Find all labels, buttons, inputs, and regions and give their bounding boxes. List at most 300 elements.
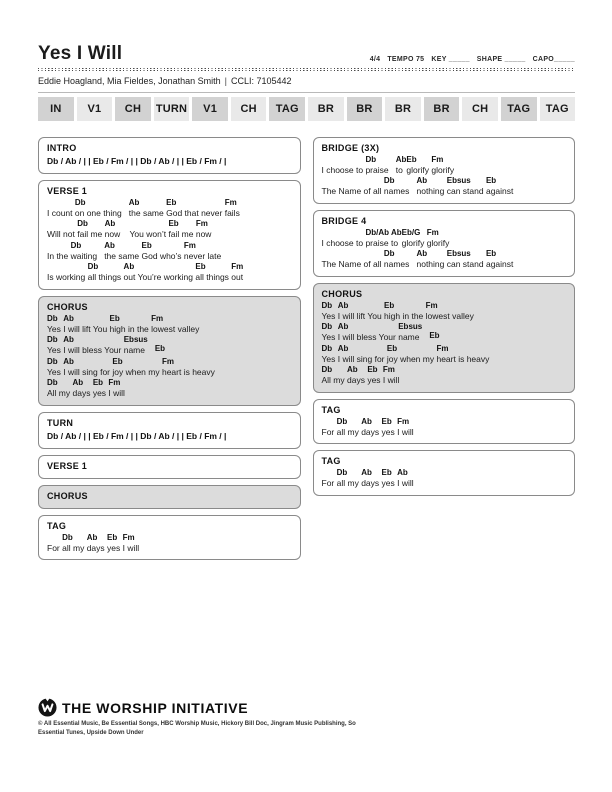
chord-progression: Db / Ab / | | Eb / Fm / | | Db / Ab / | | Eb / Fm / | [47, 430, 227, 441]
lyric-text: praise [365, 237, 391, 248]
lyric-text: to [395, 164, 406, 175]
chord-lyric-segment [384, 177, 417, 196]
chord-symbol: Fm [425, 300, 438, 310]
chord-symbol: Fm [224, 197, 237, 207]
chord-lyric-segment [486, 250, 513, 269]
lyric-text: days [347, 375, 368, 386]
chord-symbol: Ab [361, 416, 372, 426]
chord-lyric-segment [383, 366, 400, 385]
brand-row [38, 698, 575, 717]
chord-lyric-segment [47, 336, 63, 355]
copyright-text: © All Essential Music, Be Essential Songs, HBC Worship Music, Hickory Bill Doc, Jingram Music Publishing, So Essential Tunes, Upside Down Under [38, 721, 356, 736]
chord-lyric-segment [62, 534, 87, 553]
chord-symbol: Eb [168, 219, 179, 229]
nav-item-br-7[interactable]: BR [308, 97, 344, 121]
lyric-text: heart is heavy [436, 353, 490, 364]
chord-lyric-segment [47, 199, 75, 218]
shape-blank: SHAPE _____ [476, 55, 526, 63]
chord-symbol: Db [47, 313, 58, 323]
nav-item-tag-6[interactable]: TAG [269, 97, 305, 121]
chord-symbol: Ebsus [398, 322, 423, 332]
chord-symbol: Eb [141, 240, 152, 250]
chord-lyric-segment [162, 358, 215, 377]
chord-lyric-segment [63, 358, 112, 377]
chord-lyric-segment [107, 534, 123, 553]
lyric-text: days [72, 388, 93, 399]
lyric-text: The Name of all [321, 186, 384, 197]
chord-symbol: Eb [381, 416, 392, 426]
lyric-text: glorify [426, 237, 450, 248]
lyric-text: Yes [47, 323, 64, 334]
chord-lyric-segment [93, 379, 109, 398]
chord-lyric-segment [426, 302, 474, 321]
lyric-text: the same [104, 250, 142, 261]
chord-symbol: Eb [92, 378, 104, 388]
section-header: TURN [47, 417, 74, 428]
chord-lyric-segment [47, 534, 62, 553]
section-verse-1 [38, 455, 301, 479]
chord-symbol: Db [383, 176, 395, 186]
lyric-text: all my [336, 478, 362, 489]
chord-lyric-segment [337, 469, 362, 488]
author-ccli-divider: | [224, 75, 227, 86]
lyric-text: The Name of all [321, 259, 384, 270]
lyric-text: joy when my [386, 353, 437, 364]
lyric-text: All my [321, 375, 347, 386]
chord-lyric-segment [382, 469, 398, 488]
chord-symbol: Eb [485, 176, 497, 186]
chord-lyric-segment [361, 469, 381, 488]
lyric-line [47, 379, 292, 398]
chord-lyric-segment [365, 156, 395, 175]
nav-item-v1-1[interactable]: V1 [77, 97, 113, 121]
lyric-text: I will sing for [337, 353, 387, 364]
chord-symbol: Db [321, 365, 333, 375]
chord-symbol: Ab [337, 322, 349, 332]
chord-symbol: Ab [337, 300, 349, 310]
chord-symbol: Ab [397, 468, 408, 478]
chord-symbol: Db [321, 343, 333, 353]
chord-symbol: Ab [395, 154, 407, 164]
title-row [38, 44, 575, 64]
lyric-line [47, 315, 292, 334]
chord-lyric-segment [108, 379, 125, 398]
section-tag [313, 399, 576, 445]
lyric-text: Yes [47, 366, 64, 377]
chord-lyric-segment [88, 263, 124, 282]
lyric-text: never late [183, 250, 222, 261]
chord-lyric-segment [322, 156, 366, 175]
lyric-text: I choose to [321, 164, 366, 175]
chord-lyric-segment [47, 220, 77, 239]
nav-item-ch-2[interactable]: CH [115, 97, 151, 121]
lyric-text: all my [336, 426, 362, 437]
chord-lyric-segment [486, 177, 513, 196]
section-chorus [313, 283, 576, 393]
chord-symbol: Fm [436, 343, 449, 353]
lyric-text: nothing [416, 259, 447, 270]
chord-lyric-segment [155, 345, 165, 355]
lyric-text: days [86, 542, 108, 553]
author-row [38, 71, 575, 92]
section-header: TAG [321, 404, 341, 415]
nav-item-v1-4[interactable]: V1 [192, 97, 228, 121]
lyric-line [322, 156, 567, 175]
chord-lyric-segment [75, 199, 129, 218]
chord-lyric-segment [391, 229, 402, 248]
chord-lyric-segment [416, 177, 446, 196]
chord-symbol: Db [336, 468, 348, 478]
chord-symbol: Db [74, 197, 86, 207]
lyric-line [47, 358, 292, 377]
lyric-text: I will bless Your [63, 345, 124, 356]
chord-lyric-segment [322, 250, 384, 269]
chord-symbol: Eb [485, 249, 497, 259]
chord-symbol: Ab [104, 240, 115, 250]
chord-lyric-segment [337, 418, 362, 437]
lyric-text: yes [92, 388, 109, 399]
chord-lyric-segment [322, 366, 348, 385]
section-header: TAG [321, 456, 341, 467]
chord-symbol: Eb [406, 154, 417, 164]
chord-symbol: Db [321, 300, 333, 310]
chord-lyric-segment [77, 220, 104, 239]
chord-lyric-segment [166, 199, 225, 218]
lyric-text: For [47, 542, 63, 553]
lyric-line [47, 199, 292, 218]
lyric-text: praise [365, 164, 396, 175]
lyric-text: to [390, 237, 401, 248]
lyric-text: all things [87, 272, 124, 283]
lyric-text: can stand [446, 259, 486, 270]
section-bridge-3x [313, 137, 576, 204]
lyric-text: I will lift You [63, 323, 110, 334]
header-rule [38, 92, 575, 93]
lyric-text: fail me [77, 229, 105, 240]
chord-symbol: Db [365, 154, 377, 164]
section-intro [38, 137, 301, 174]
chord-lyric-segment [195, 263, 231, 282]
chord-symbol: Eb [154, 343, 166, 353]
chord-lyric-segment [47, 379, 73, 398]
chord-symbol: Ab [347, 365, 358, 375]
lyric-line [47, 242, 292, 261]
lyric-line [322, 418, 567, 437]
lyric-text: the same [128, 207, 167, 218]
chord-lyric-segment [397, 418, 414, 437]
worship-initiative-crown-icon [38, 698, 57, 717]
lyric-text: lowest valley [151, 323, 200, 334]
chord-lyric-segment [322, 302, 338, 321]
section-turn [38, 412, 301, 449]
lyric-text: nothing [416, 186, 447, 197]
chord-symbol: Fm [195, 219, 208, 229]
chord-symbol: Eb [109, 313, 120, 323]
lyric-text: I will lift You [337, 310, 385, 321]
chord-lyric-segment [231, 263, 243, 282]
chord-symbol: Db [383, 249, 395, 259]
time-signature: 4/4 [369, 55, 381, 63]
lyric-line [47, 263, 292, 282]
lyric-text: high in the [109, 323, 152, 334]
chord-symbol: Fm [151, 313, 164, 323]
key-blank: KEY _____ [431, 55, 470, 63]
chord-symbol: Ab [337, 343, 349, 353]
chord-lyric-segment [63, 315, 109, 334]
chord-lyric-segment [397, 469, 414, 488]
lyric-text: joy when my [112, 366, 162, 377]
chord-symbol: Fm [161, 356, 174, 366]
lyric-text: fail me [168, 229, 196, 240]
chord-lyric-segment [361, 418, 381, 437]
chord-lyric-segment [124, 336, 148, 355]
chord-lyric-segment [384, 302, 426, 321]
lyric-text: Yes [321, 310, 338, 321]
lyric-line [47, 534, 292, 553]
chord-lyric-segment [63, 336, 123, 355]
section-header: VERSE 1 [47, 185, 88, 196]
chord-lyric-segment [47, 263, 88, 282]
chord-lyric-segment [168, 220, 195, 239]
chord-symbol: Eb [107, 532, 118, 542]
section-verse-1 [38, 180, 301, 290]
lyric-text: For [321, 478, 337, 489]
chord-symbol: Db [47, 356, 58, 366]
chord-symbol: Db [47, 335, 58, 345]
chord-lyric-segment [87, 534, 107, 553]
lyric-text [422, 333, 429, 342]
chord-symbol: Ebsus [123, 335, 148, 345]
lyric-text: God that never [166, 207, 225, 218]
chord-lyric-segment [447, 177, 486, 196]
chord-lyric-segment [338, 302, 384, 321]
chord-symbol: Fm [122, 532, 135, 542]
chord-symbol: Fm [397, 416, 410, 426]
chord-symbol: Fm [231, 262, 244, 272]
lyric-text: Will not [47, 229, 78, 240]
chart-columns [38, 137, 575, 567]
nav-item-tag-12[interactable]: TAG [501, 97, 537, 121]
lyric-line [322, 345, 567, 364]
chord-symbol: Ab [416, 249, 428, 259]
chord-lyric-segment [322, 229, 366, 248]
footer [38, 698, 575, 738]
chord-lyric-segment [322, 323, 338, 342]
right-column [313, 137, 576, 502]
chord-lyric-segment [365, 229, 391, 248]
chord-lyric-segment [123, 534, 140, 553]
chord-symbol: Eb [112, 356, 123, 366]
chord-symbol: Eb [166, 197, 177, 207]
chord-lyric-segment [322, 177, 384, 196]
chord-symbol: Eb [367, 365, 378, 375]
chord-symbol: Ebsus [446, 176, 471, 186]
song-meta [370, 56, 575, 64]
section-header: CHORUS [321, 288, 363, 299]
page-content [38, 44, 575, 566]
section-header: TAG [47, 520, 67, 531]
chord-lyric-segment [73, 379, 93, 398]
lyric-text: I will [108, 388, 125, 399]
chord-symbol: Db [336, 416, 348, 426]
chord-lyric-segment [129, 199, 166, 218]
section-tag [38, 515, 301, 561]
lyric-text: yes [107, 542, 123, 553]
chord-symbol: Fm [108, 378, 121, 388]
chord-symbol: Ab [63, 313, 74, 323]
lyric-text: fails [224, 207, 240, 218]
chord-lyric-segment [398, 323, 422, 342]
chord-symbol: Db [47, 378, 58, 388]
lyric-text: lowest valley [425, 310, 474, 321]
lyric-text: I will [122, 542, 140, 553]
lyric-text: I will bless Your [337, 332, 399, 343]
chord-symbol: Ab [104, 219, 116, 229]
chord-lyric-segment [406, 156, 431, 175]
lyric-text: I will [397, 426, 414, 437]
chord-symbol: Db/Ab [365, 227, 390, 237]
lyric-text: heart is heavy [161, 366, 215, 377]
chord-lyric-segment [105, 220, 169, 239]
chord-symbol: Ab [416, 176, 428, 186]
lyric-text: out You’re working [123, 272, 196, 283]
section-bridge-4 [313, 210, 576, 277]
section-header: VERSE 1 [47, 460, 88, 471]
chord-symbol: Fm [426, 227, 439, 237]
lyric-text: now You won’t [104, 229, 169, 240]
lyric-text: against [485, 186, 514, 197]
nav-item-br-9[interactable]: BR [385, 97, 421, 121]
chord-lyric-segment [322, 469, 337, 488]
chord-lyric-segment [382, 418, 398, 437]
lyric-text: all things [195, 272, 232, 283]
chord-symbol: Ab [72, 378, 84, 388]
chord-progression: Db / Ab / | | Eb / Fm / | | Db / Ab / | | Eb / Fm / | [47, 155, 227, 166]
lyric-line [322, 250, 567, 269]
chord-lyric-segment [322, 345, 338, 364]
chord-lyric-segment [104, 242, 141, 261]
chord-lyric-segment [322, 418, 337, 437]
lyric-line [322, 366, 567, 385]
chord-lyric-segment [431, 156, 454, 175]
chord-lyric-segment [427, 229, 450, 248]
section-header: CHORUS [47, 490, 88, 501]
section-header: CHORUS [47, 301, 88, 312]
chord-lyric-segment [47, 242, 71, 261]
nav-item-in-0[interactable]: IN [38, 97, 74, 121]
lyric-text: Yes [321, 353, 338, 364]
chord-symbol: Ab [123, 262, 135, 272]
lyric-line [322, 302, 567, 321]
chord-lyric-segment [110, 315, 152, 334]
chord-lyric-segment [47, 315, 63, 334]
chord-lyric-segment [416, 250, 446, 269]
lyric-text: All my [47, 388, 73, 399]
lyric-text: waiting [70, 250, 105, 261]
chord-symbol: Ab [361, 468, 372, 478]
chord-symbol: Ab [63, 356, 74, 366]
chord-lyric-segment [367, 366, 383, 385]
lyric-line [322, 177, 567, 196]
tempo: TEMPO 75 [387, 55, 425, 63]
section-header: BRIDGE (3X) [321, 142, 380, 153]
chord-lyric-segment [347, 366, 367, 385]
lyric-text: For [321, 426, 337, 437]
chord-lyric-segment [402, 229, 427, 248]
lyric-text: against [485, 259, 514, 270]
chord-symbol: Eb [429, 330, 440, 340]
chord-lyric-segment [384, 250, 417, 269]
lyric-text: names [383, 259, 417, 270]
chord-lyric-segment [429, 332, 439, 342]
chord-symbol: Fm [183, 240, 196, 250]
lyric-text: God who’s [141, 250, 184, 261]
lyric-text: days [361, 426, 382, 437]
section-chorus [38, 485, 301, 509]
lyric-line [47, 220, 292, 239]
nav-item-ch-5[interactable]: CH [231, 97, 267, 121]
lyric-line [322, 229, 567, 248]
lyric-text: can stand [446, 186, 486, 197]
lyric-text: high in the [384, 310, 426, 321]
lyric-text: out [231, 272, 244, 283]
lyric-line [47, 336, 292, 355]
nav-item-br-8[interactable]: BR [347, 97, 383, 121]
chord-symbol: Eb [386, 343, 398, 353]
chord-symbol: Db [321, 322, 333, 332]
chord-lyric-segment [148, 336, 155, 355]
ccli-number: CCLI: 7105442 [230, 75, 292, 86]
lyric-text: names [383, 186, 417, 197]
section-header: BRIDGE 4 [321, 215, 367, 226]
nav-item-tag-13[interactable]: TAG [540, 97, 576, 121]
lyric-text: glorify [431, 164, 455, 175]
lyric-text: Yes [321, 332, 338, 343]
lyric-text: days [361, 478, 382, 489]
chord-symbol: Db [62, 532, 73, 542]
chord-symbol: Db [87, 262, 99, 272]
lyric-text: now [195, 229, 212, 240]
lyric-text: name [123, 345, 145, 356]
chord-lyric-segment [436, 345, 489, 364]
lyric-text: name [398, 332, 420, 343]
chord-symbol: Ab [86, 532, 98, 542]
chord-symbol: Eb [195, 262, 206, 272]
lyric-text: Yes [47, 345, 64, 356]
chord-lyric-segment [422, 323, 429, 342]
nav-item-ch-11[interactable]: CH [462, 97, 498, 121]
chord-lyric-segment [387, 345, 437, 364]
chord-symbol: Eb/G [401, 227, 421, 237]
lyric-text: I will [397, 478, 414, 489]
lyric-text: yes [367, 375, 383, 386]
chord-symbol: Ab [128, 197, 140, 207]
lyric-line [322, 469, 567, 488]
lyric-text: In the [47, 250, 71, 261]
lyric-text: yes [381, 478, 398, 489]
chord-lyric-segment [71, 242, 105, 261]
chord-lyric-segment [47, 358, 63, 377]
lyric-text: all my [62, 542, 87, 553]
authors: Eddie Hoagland, Mia Fieldes, Jonathan Smith [38, 75, 221, 86]
chord-lyric-segment [124, 263, 196, 282]
brand-name: THE WORSHIP INITIATIVE [62, 699, 249, 716]
nav-item-br-10[interactable]: BR [424, 97, 460, 121]
chord-symbol: Db [77, 219, 88, 229]
nav-item-turn-3[interactable]: TURN [154, 97, 190, 121]
chord-symbol: Ab [390, 227, 402, 237]
chord-lyric-segment [338, 345, 387, 364]
